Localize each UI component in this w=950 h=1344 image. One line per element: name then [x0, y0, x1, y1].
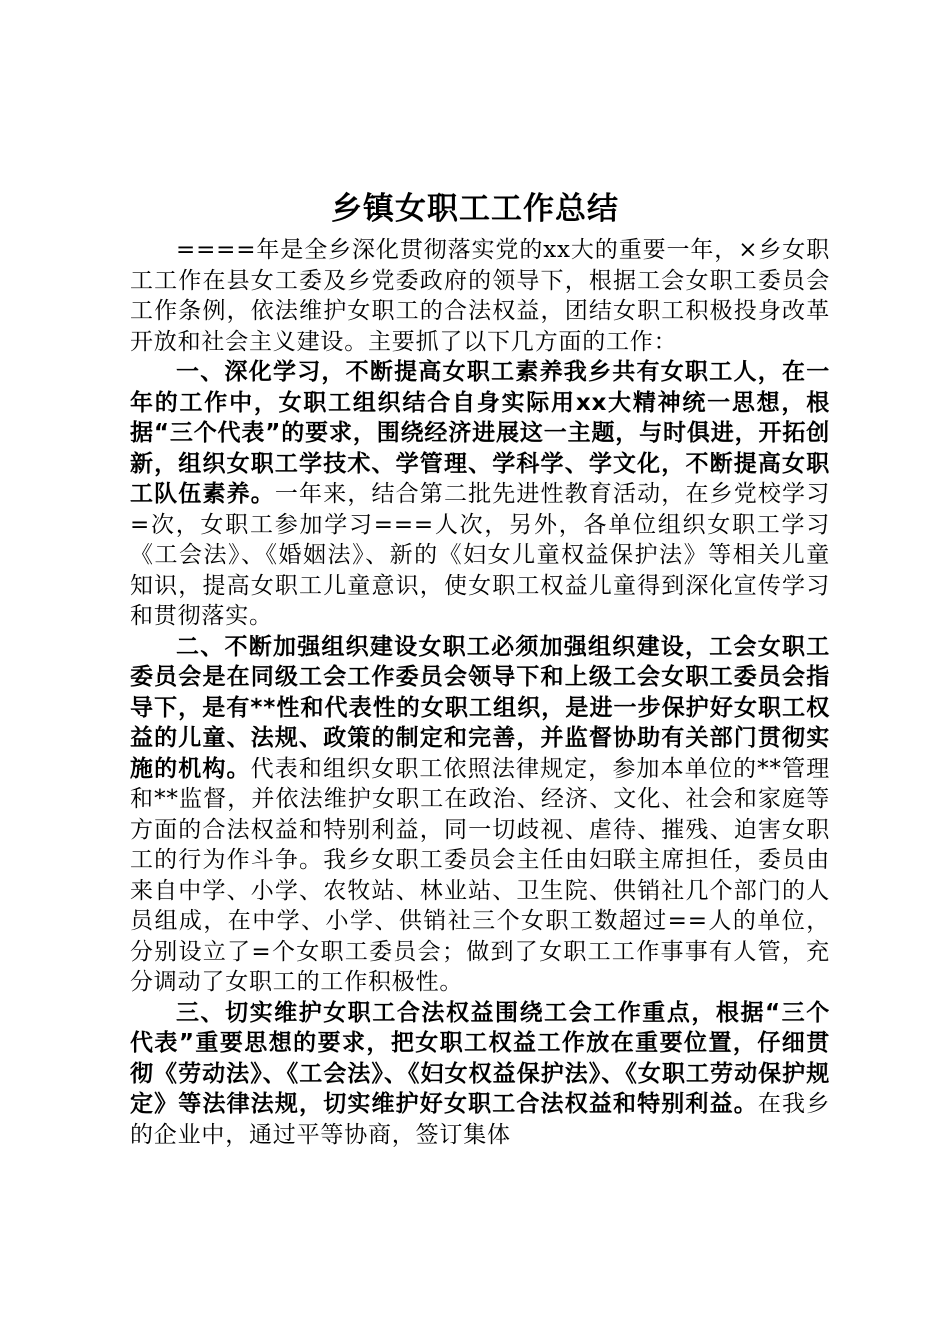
section-3-body-text: 在我乡的企业中，通过平等协商，签订集体 [130, 1091, 830, 1148]
section-2-body-text: 代表和组织女职工依照法律规定，参加本单位的**管理和**监督，并依法维护女职工在政治、经济、文化、社会和家庭等方面的合法权益和特别利益，同一切歧视、虐待、摧残、迫害女职工的行为作斗争。我乡女职工委员会主任由妇联主席担任，委员由来自中学、小学、农牧站、林业站、卫生院、供销社几个部门的人员组成，在中学、小学、供销社三个女职工数超过==人的单位，分别设立了=个女职工委员会；做到了女职工工作事事有人管，充分调动了女职工的工作积极性。 [130, 755, 831, 995]
intro-paragraph: ====年是全乡深化贯彻落实党的xx大的重要一年，×乡女职工工作在县女工委及乡党委政府的领导下，根据工会女职工委员会工作条例，依法维护女职工的合法权益，团结女职工积极投身改革开放和社会主义建设。主要抓了以下几方面的工作： [130, 237, 830, 355]
section-paragraph-2 [130, 632, 830, 998]
document-title: 乡镇女职工工作总结 [331, 191, 619, 227]
section-1-body-text: 一年来，结合第二批先进性教育活动，在乡党校学习=次，女职工参加学习===人次，另外，各单位组织女职工学习《工会法》、《婚姻法》、新的《妇女儿童权益保护法》等相关儿童知识，提高女职工儿童意识，使女职工权益儿童得到深化宣传学习和贯彻落实。 [130, 481, 830, 629]
section-paragraph-3 [130, 998, 830, 1151]
section-3-heading-text: 三、切实维护女职工合法权益围绕工会工作重点，根据“三个代表”重要思想的要求，把女职工权益工作放在重要位置，仔细贯彻《劳动法》、《工会法》、《妇女权益保护法》、《女职工劳动保护规定》等法律法规，切实维护好女职工合法权益和特别利益。 [130, 999, 830, 1117]
section-1-heading-text: 一、深化学习，不断提高女职工素养我乡共有女职工人，在一年的工作中，女职工组织结合自身实际用xx大精神统一思想，根据“三个代表”的要求，围绕经济进展这一主题，与时俱进，开拓创新，组织女职工学技术、学管理、学科学、学文化，不断提高女职工队伍素养。 [130, 359, 830, 507]
document-body [130, 235, 830, 1150]
section-2-heading-text: 二、不断加强组织建设女职工必须加强组织建设，工会女职工委员会是在同级工会工作委员会领导下和上级工会女职工委员会指导下，是有**性和代表性的女职工组织，是进一步保护好女职工权益的儿童、法规、政策的制定和完善，并监督协助有关部门贯彻实施的机构。 [130, 633, 830, 782]
section-paragraph-1 [130, 357, 830, 632]
